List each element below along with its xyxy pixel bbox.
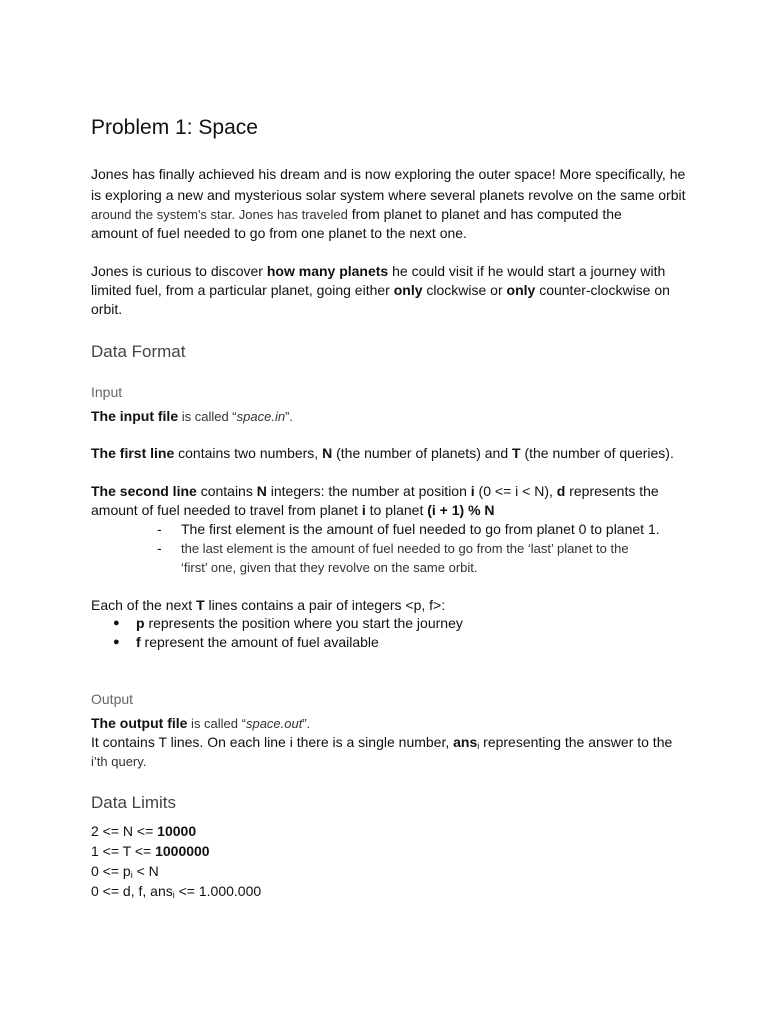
data-format-heading: Data Format bbox=[91, 342, 186, 361]
text-run: represent the amount of fuel available bbox=[140, 634, 379, 650]
text-run: representing the answer to the bbox=[479, 734, 673, 750]
bold-run: The input file bbox=[91, 408, 179, 424]
dash-marker: - bbox=[157, 521, 162, 537]
data-limits-heading: Data Limits bbox=[91, 793, 177, 812]
intro-p2-line-1 bbox=[91, 262, 665, 281]
text-run: 1 <= T <= bbox=[91, 843, 156, 859]
first-line-description bbox=[91, 444, 674, 463]
text-run: is called “ bbox=[187, 716, 246, 731]
bold-run: i bbox=[361, 502, 366, 518]
bold-run: T bbox=[196, 597, 205, 613]
second-line-description-2 bbox=[91, 501, 495, 520]
bold-run: N bbox=[256, 483, 267, 499]
text-run: ”. bbox=[285, 409, 294, 424]
dash-item-last-element-2: ‘first’ one, given that they revolve on the same orbit. bbox=[181, 560, 478, 575]
output-file-line bbox=[91, 714, 310, 733]
text-run: lines contains a pair of integers <p, f>: bbox=[204, 597, 446, 613]
file-name: space.out bbox=[245, 716, 303, 731]
bold-run: The second line bbox=[91, 483, 197, 499]
text-run: 0 <= p bbox=[91, 863, 131, 879]
text-run: 0 <= d, f, ans bbox=[91, 883, 173, 899]
text-run: to planet bbox=[365, 502, 428, 518]
intro-line-4: amount of fuel needed to go from one planet to the next one. bbox=[91, 225, 467, 241]
bold-run: ans bbox=[453, 734, 478, 750]
text-run: <= 1.000.000 bbox=[174, 883, 262, 899]
bold-run: only bbox=[506, 282, 536, 298]
intro-p2-line-3: orbit. bbox=[91, 301, 123, 317]
limit-p bbox=[91, 862, 159, 881]
file-name: space.in bbox=[236, 409, 286, 424]
bullet-item-f bbox=[136, 633, 379, 652]
intro-line-3-b: from planet to planet and has computed the bbox=[351, 206, 622, 222]
bold-run: 1000000 bbox=[155, 843, 210, 859]
text-run: (the number of planets) and bbox=[332, 445, 512, 461]
text-run: contains bbox=[196, 483, 257, 499]
intro-line-3-a: around the system's star. Jones has traveled bbox=[91, 207, 348, 222]
text-run: (the number of queries). bbox=[520, 445, 674, 461]
dash-marker: - bbox=[157, 540, 162, 556]
text-run: represents the position where you start the journey bbox=[144, 615, 463, 631]
text-run: contains two numbers, bbox=[174, 445, 323, 461]
text-run: clockwise or bbox=[422, 282, 507, 298]
second-line-description-1 bbox=[91, 482, 659, 501]
bold-run: N bbox=[322, 445, 333, 461]
bold-run: i bbox=[470, 483, 475, 499]
bold-run: The output file bbox=[91, 715, 188, 731]
text-run: limited fuel, from a particular planet, going either bbox=[91, 282, 394, 298]
intro-line-3 bbox=[91, 205, 622, 224]
subscript: i bbox=[130, 870, 133, 880]
text-run: he could visit if he would start a journey with bbox=[388, 263, 666, 279]
text-run: ”. bbox=[302, 716, 311, 731]
subscript: i bbox=[477, 741, 480, 751]
intro-p2-line-2 bbox=[91, 281, 670, 300]
text-run: Jones is curious to discover bbox=[91, 263, 267, 279]
dash-item-last-element-1: the last element is the amount of fuel needed to go from the ‘last’ planet to the bbox=[181, 541, 629, 556]
bold-run: T bbox=[512, 445, 521, 461]
bold-run: how many planets bbox=[266, 263, 389, 279]
bold-run: f bbox=[136, 634, 141, 650]
problem-title: Problem 1: Space bbox=[91, 116, 258, 139]
limit-d-f-ans bbox=[91, 882, 261, 901]
bold-run: d bbox=[556, 483, 566, 499]
limit-t bbox=[91, 842, 210, 861]
bold-run: p bbox=[136, 615, 145, 631]
bullet-icon: ● bbox=[113, 617, 120, 629]
text-run: counter-clockwise on bbox=[535, 282, 670, 298]
text-run: 2 <= N <= bbox=[91, 823, 158, 839]
intro-line-2: is exploring a new and mysterious solar system where several planets revolve on the same orbit bbox=[91, 187, 686, 203]
input-file-line bbox=[91, 407, 293, 426]
bold-run: The first line bbox=[91, 445, 175, 461]
text-run: < N bbox=[132, 863, 159, 879]
limit-n bbox=[91, 822, 196, 841]
bullet-item-p bbox=[136, 614, 463, 633]
dash-item-first-element: The first element is the amount of fuel needed to go from planet 0 to planet 1. bbox=[181, 521, 660, 537]
text-run: Each of the next bbox=[91, 597, 197, 613]
input-heading: Input bbox=[91, 384, 123, 400]
text-run: amount of fuel needed to travel from planet bbox=[91, 502, 362, 518]
bold-run: 10000 bbox=[157, 823, 197, 839]
bullet-icon: ● bbox=[113, 636, 120, 648]
subscript: i bbox=[172, 890, 175, 900]
text-run: It contains T lines. On each line i there is a single number, bbox=[91, 734, 454, 750]
text-run: is called “ bbox=[178, 409, 237, 424]
bold-run: only bbox=[393, 282, 423, 298]
output-heading: Output bbox=[91, 691, 134, 707]
text-run: represents the bbox=[565, 483, 659, 499]
intro-line-1: Jones has finally achieved his dream and is now exploring the outer space! More specifically, he bbox=[91, 166, 686, 182]
text-run: (0 <= i < N), bbox=[474, 483, 557, 499]
text-run: integers: the number at position bbox=[266, 483, 471, 499]
bold-run: (i + 1) % N bbox=[427, 502, 495, 518]
output-description-1 bbox=[91, 733, 672, 752]
output-description-2: i’th query. bbox=[91, 754, 147, 769]
next-lines-description bbox=[91, 596, 445, 615]
